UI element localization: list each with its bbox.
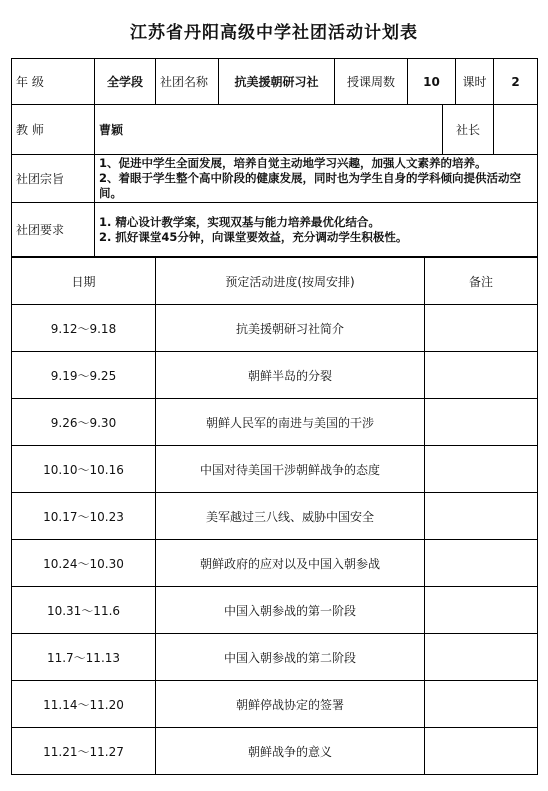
row-date: 10.10～10.16 [12, 446, 156, 493]
column-header-note: 备注 [425, 258, 538, 305]
row-date: 9.12～9.18 [12, 305, 156, 352]
row-activity: 朝鲜半岛的分裂 [156, 352, 425, 399]
row-note [425, 305, 538, 352]
page-title: 江苏省丹阳高级中学社团活动计划表 [130, 23, 418, 43]
row-date: 11.14～11.20 [12, 681, 156, 728]
table-row [12, 352, 538, 399]
grade-value: 全学段 [95, 59, 156, 105]
column-header-activity: 预定活动进度(按周安排) [156, 258, 425, 305]
leader-value [494, 105, 538, 155]
row-activity: 朝鲜停战协定的签署 [156, 681, 425, 728]
grade-label: 年 级 [12, 59, 95, 105]
row-note [425, 399, 538, 446]
schedule-table [11, 257, 538, 775]
requirement-text [95, 203, 538, 257]
row-date: 9.26～9.30 [12, 399, 156, 446]
row-activity: 中国入朝参战的第一阶段 [156, 587, 425, 634]
purpose-line: 1、促进中学生全面发展，培养自觉主动地学习兴趣，加强人文素养的培养。 [99, 156, 487, 170]
table-row [12, 634, 538, 681]
table-row [12, 540, 538, 587]
teacher-value: 曹颖 [95, 105, 443, 155]
row-note [425, 540, 538, 587]
row-note [425, 493, 538, 540]
row-date: 10.24～10.30 [12, 540, 156, 587]
table-row [12, 493, 538, 540]
club-name-label: 社团名称 [156, 59, 219, 105]
row-activity: 美军越过三八线、威胁中国安全 [156, 493, 425, 540]
column-header-date: 日期 [12, 258, 156, 305]
row-activity: 中国入朝参战的第二阶段 [156, 634, 425, 681]
row-date: 11.7～11.13 [12, 634, 156, 681]
purpose-line: 2、着眼于学生整个高中阶段的健康发展，同时也为学生自身的学科倾向提供活动空间。 [99, 171, 521, 200]
row-note [425, 728, 538, 775]
club-info-table [11, 58, 538, 257]
row-date: 10.31～11.6 [12, 587, 156, 634]
table-row [12, 681, 538, 728]
row-date: 10.17～10.23 [12, 493, 156, 540]
row-note [425, 587, 538, 634]
weeks-label: 授课周数 [335, 59, 408, 105]
table-row [12, 446, 538, 493]
club-name-value: 抗美援朝研习社 [219, 59, 335, 105]
purpose-label: 社团宗旨 [12, 155, 95, 203]
row-activity: 朝鲜人民军的南进与美国的干涉 [156, 399, 425, 446]
row-activity: 朝鲜战争的意义 [156, 728, 425, 775]
hours-label: 课时 [456, 59, 494, 105]
table-row [12, 305, 538, 352]
row-note [425, 634, 538, 681]
row-date: 9.19～9.25 [12, 352, 156, 399]
requirement-line: 1. 精心设计教学案，实现双基与能力培养最优化结合。 [99, 214, 380, 229]
weeks-value: 10 [408, 59, 456, 105]
table-row [12, 728, 538, 775]
table-row [12, 587, 538, 634]
row-activity: 抗美援朝研习社简介 [156, 305, 425, 352]
hours-value: 2 [494, 59, 538, 105]
requirement-line: 2. 抓好课堂45分钟，向课堂要效益，充分调动学生积极性。 [99, 229, 408, 244]
row-date: 11.21～11.27 [12, 728, 156, 775]
row-note [425, 446, 538, 493]
purpose-text [95, 155, 538, 203]
row-note [425, 352, 538, 399]
requirement-label: 社团要求 [12, 203, 95, 257]
teacher-label: 教 师 [12, 105, 95, 155]
row-activity: 中国对待美国干涉朝鲜战争的态度 [156, 446, 425, 493]
row-note [425, 681, 538, 728]
table-row [12, 399, 538, 446]
row-activity: 朝鲜政府的应对以及中国入朝参战 [156, 540, 425, 587]
leader-label: 社长 [443, 105, 494, 155]
